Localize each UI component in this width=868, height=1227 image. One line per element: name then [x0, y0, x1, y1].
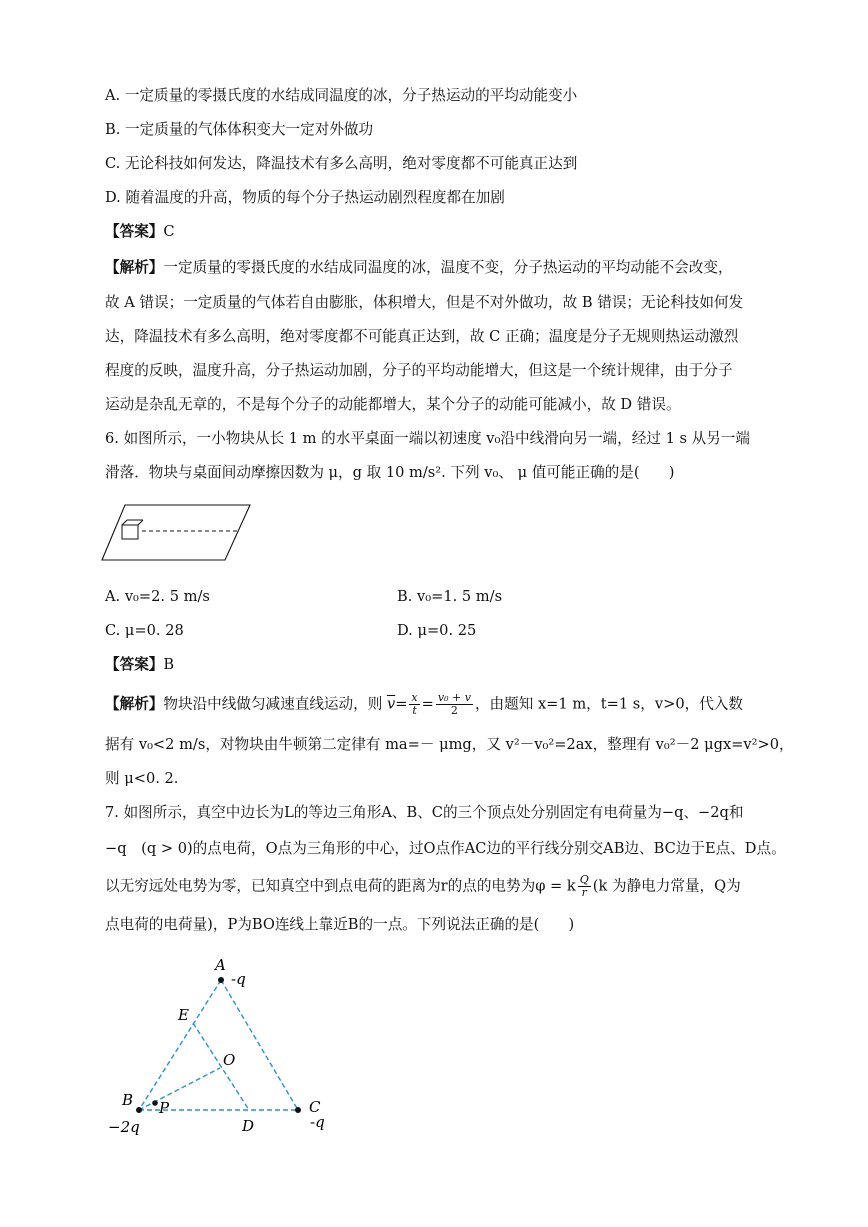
q5-option-d: D. 随着温度的升高，物质的每个分子热运动剧烈程度都在加剧: [105, 189, 505, 206]
fraction-average-velocity: $\frac{\text{v₀ + v}}{2}$: [437, 691, 471, 717]
edge-ab: [139, 980, 221, 1110]
q6-answer-label: 【答案】: [105, 656, 164, 673]
q5-answer: [105, 221, 175, 243]
label-b: B: [122, 1091, 134, 1109]
point-p: [152, 1100, 158, 1106]
q5-analysis-line-4: 程度的反映，温度升高，分子热运动加剧，分子的平均动能增大，但这是一个统计规律，由于分子: [105, 362, 733, 379]
q6-analysis-line-3: 则 μ<0. 2.: [105, 770, 179, 787]
charge-c: -q: [310, 1113, 325, 1131]
q7-stem-line-4: 点电荷的电荷量)，P为BO连线上靠近B的一点。下列说法正确的是( ): [105, 916, 575, 933]
q6-stem-line-2: 滑落．物块与桌面间动摩擦因数为 μ，g 取 10 m/s². 下列 v₀、 μ 值可能正确的是( ): [105, 464, 675, 481]
label-o: O: [223, 1051, 236, 1069]
fraction-q-over-r: $\frac{Q}{r}$: [579, 873, 589, 899]
q5-answer-label: 【答案】: [105, 223, 164, 240]
charge-a: -q: [231, 970, 246, 988]
q5-analysis-label: 【解析】: [105, 259, 164, 276]
q5-option-c: C. 无论科技如何发达，降温技术有多么高明，绝对零度都不可能真正达到: [105, 155, 578, 172]
label-a: A: [215, 956, 226, 974]
label-d: D: [242, 1117, 255, 1135]
q5-option-b: B. 一定质量的气体体积变大一定对外做功: [105, 121, 374, 138]
q6-answer-value: B: [163, 656, 175, 673]
line-bo: [139, 1068, 220, 1110]
q5-analysis-line-1: 【解析】一定质量的零摄氏度的水结成同温度的冰，温度不变，分子热运动的平均动能不会改变，: [105, 259, 733, 276]
q6-option-d: D. μ=0. 25: [397, 622, 477, 639]
q6-stem-line-1: 6. 如图所示，一小物块从长 1 m 的水平桌面一端以初速度 v₀沿中线滑向另一端，经过 1 s 从另一端: [105, 430, 751, 447]
q5-analysis-line-5: 运动是杂乱无章的，不是每个分子的动能都增大，某个分子的动能可能减小，故 D 错误。: [105, 396, 681, 413]
fraction-x-over-t: $\frac{x}{t}$: [411, 691, 418, 717]
q6-table-figure: [100, 502, 255, 564]
q6-option-a: A. v₀=2. 5 m/s: [105, 588, 210, 605]
q6-option-c: C. μ=0. 28: [105, 622, 184, 639]
q5-option-a: A. 一定质量的零摄氏度的水结成同温度的冰，分子热运动的平均动能变小: [105, 87, 578, 104]
q6-answer: [105, 654, 174, 676]
q7-triangle-figure: [100, 950, 340, 1140]
label-c: C: [309, 1098, 321, 1116]
point-b: [136, 1107, 142, 1113]
q5-answer-value: C: [163, 223, 175, 240]
line-ed: [193, 1023, 249, 1110]
q6-analysis-line-2: 据有 v₀<2 m/s，对物块由牛顿第二定律有 ma=－ μmg，又 v²－v₀²=2ax，整理有 v₀²－2 μgx=v²>0，: [105, 736, 794, 753]
q7-stem-line-3: 以无穷远处电势为零，已知真空中到点电荷的距离为r的点的电势为φ = k $\frac{Q}{r}$ (k 为静电力常量，Q为: [105, 873, 741, 899]
q5-analysis-line-3: 达，降温技术有多么高明，绝对零度都不可能真正达到，故 C 正确；温度是分子无规则热运动激烈: [105, 328, 739, 345]
q7-stem-line-2: −q (q > 0)的点电荷，O点为三角形的中心，过O点作AC边的平行线分别交AB边、BC边于E点、D点。: [105, 840, 786, 857]
label-e: E: [178, 1006, 189, 1024]
q6-analysis-line-1: 【解析】物块沿中线做匀减速直线运动，则 $\overline{v}=$ $\frac{x}{t}$ = $\frac{\text{v₀ + v}}{2}$ ，由题知 x=1 m，t=1 s，v>0，代入数: [105, 691, 743, 717]
q7-stem-line-1: 7. 如图所示，真空中边长为L的等边三角形A、B、C的三个顶点处分别固定有电荷量为−q、−2q和: [105, 804, 744, 821]
q5-analysis-line-2: 故 A 错误；一定质量的气体若自由膨胀，体积增大，但是不对外做功，故 B 错误；无论科技如何发: [105, 294, 744, 311]
label-p: P: [159, 1099, 170, 1117]
v-bar: $\overline{v}$: [386, 695, 396, 713]
point-a: [218, 977, 224, 983]
edge-ac: [221, 980, 298, 1110]
block: [122, 525, 138, 539]
q6-option-b: B. v₀=1. 5 m/s: [397, 588, 503, 605]
charge-b: −2q: [108, 1118, 140, 1136]
q6-analysis-label: 【解析】: [105, 695, 164, 713]
point-c: [295, 1107, 301, 1113]
